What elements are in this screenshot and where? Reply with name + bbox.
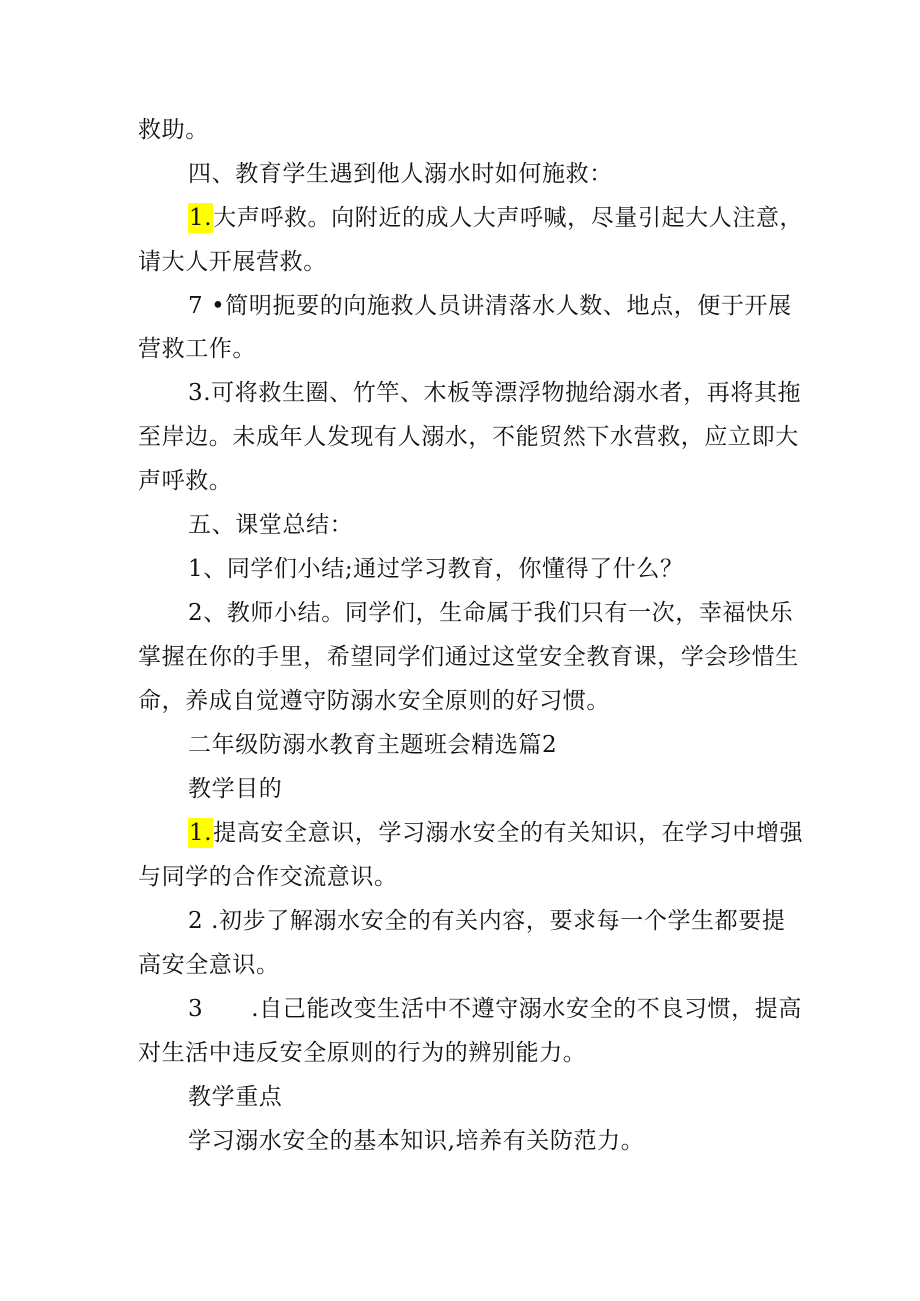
paragraph-line: 与同学的合作交流意识。	[138, 864, 398, 890]
list-item: 1.大声呼救。向附近的成人大声呼喊，尽量引起大人注意，	[189, 205, 804, 231]
paragraph-line: 救助。	[138, 117, 209, 143]
list-item: 1、同学们小结;通过学习教育，你懂得了什么？	[188, 556, 684, 582]
section-title: 二年级防溺水教育主题班会精选篇2	[188, 732, 558, 758]
paragraph-line: 掌握在你的手里，希望同学们通过这堂安全教育课，学会珍惜生	[138, 644, 799, 670]
list-item: 3 .自己能改变生活中不遵守溺水安全的不良习惯，提高	[188, 996, 802, 1022]
paragraph-line: 命，养成自觉遵守防溺水安全原则的好习惯。	[138, 688, 610, 714]
section-heading: 教学目的	[188, 776, 283, 802]
highlighted-marker: 1.	[189, 820, 213, 846]
paragraph-line: 请大人开展营救。	[138, 249, 327, 275]
paragraph-line: 至岸边。未成年人发现有人溺水，不能贸然下水营救，应立即大	[138, 424, 799, 450]
list-item: 3.可将救生圈、竹竿、木板等漂浮物抛给溺水者，再将其拖	[188, 380, 802, 406]
paragraph-line: 营救工作。	[138, 336, 256, 362]
paragraph-line: 学习溺水安全的基本知识,培养有关防范力。	[188, 1128, 645, 1154]
list-item: 1.提高安全意识，学习溺水安全的有关知识，在学习中增强	[189, 820, 804, 846]
section-heading: 四、教育学生遇到他人溺水时如何施救：	[188, 161, 613, 187]
paragraph-line: 对生活中违反安全原则的行为的辨别能力。	[138, 1040, 587, 1066]
paragraph-line: 高安全意识。	[138, 952, 280, 978]
list-item: 2 .初步了解溺水安全的有关内容，要求每一个学生都要提	[188, 908, 786, 934]
paragraph-line: 声呼救。	[138, 468, 233, 494]
list-item: 7 •简明扼要的向施救人员讲清落水人数、地点，便于开展	[188, 293, 792, 319]
highlighted-marker: 1.	[189, 205, 213, 231]
section-heading: 五、课堂总结：	[188, 512, 354, 538]
list-item: 2、教师小结。同学们，生命属于我们只有一次，幸福快乐	[188, 600, 794, 626]
section-heading: 教学重点	[188, 1084, 283, 1110]
